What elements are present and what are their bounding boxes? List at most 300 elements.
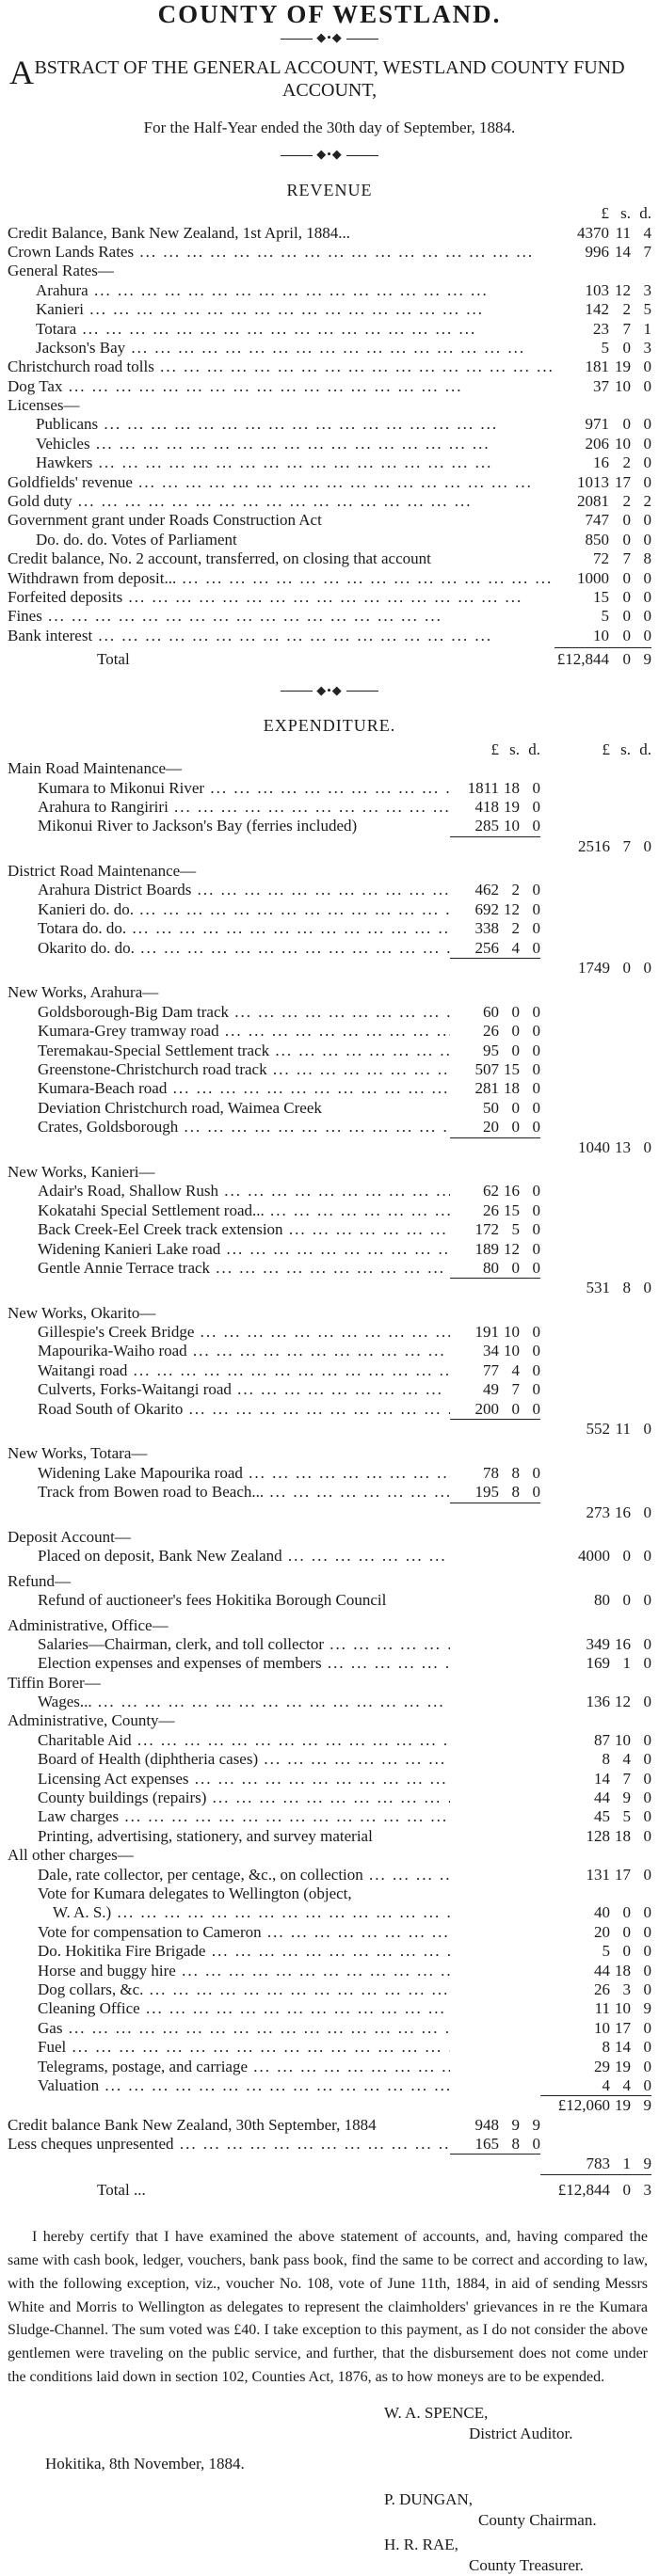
sub-shillings xyxy=(499,1444,520,1463)
revenue-pounds: 23 xyxy=(593,319,609,338)
revenue-title: REVENUE xyxy=(286,180,373,199)
revenue-pence: 0 xyxy=(643,607,651,626)
sub-pounds xyxy=(450,1846,499,1865)
expenditure-row-label: Mikonui River to Jackson's Bay (ferries included) xyxy=(38,817,358,835)
revenue-shillings: 10 xyxy=(615,376,631,395)
expenditure-row-label: Kumara to Mikonui River ... . xyxy=(8,779,450,798)
sub-pounds xyxy=(450,1789,499,1807)
total-pence: 0 xyxy=(643,1980,651,1998)
total-shillings xyxy=(610,1182,631,1201)
total-pence: 0 xyxy=(643,1942,651,1961)
sub-pence xyxy=(520,1635,540,1654)
total-pounds xyxy=(540,798,610,817)
sub-shillings xyxy=(499,2038,520,2057)
revenue-pounds: 5 xyxy=(601,338,609,357)
expenditure-row-label: Greenstone-Christchurch road track ... . xyxy=(8,1060,450,1079)
sub-pence xyxy=(520,1279,540,1297)
revenue-row-label: Bank interest ... . xyxy=(8,627,555,645)
total-pounds: 169 xyxy=(586,1654,610,1673)
total-shillings xyxy=(610,862,631,881)
sub-pounds xyxy=(450,1528,499,1547)
total-pounds: 10 xyxy=(594,2018,610,2037)
revenue-pounds: 10 xyxy=(593,626,609,644)
sub-pounds xyxy=(450,1711,499,1730)
sub-shillings xyxy=(499,2076,520,2095)
total-shillings: 18 xyxy=(615,1961,631,1980)
ornament-divider: ◆•◆ xyxy=(8,30,651,45)
total-shillings xyxy=(610,1444,631,1463)
total-shillings xyxy=(610,1079,631,1098)
sub-pence: 0 xyxy=(532,1342,540,1360)
total-pence: 0 xyxy=(643,959,651,978)
total-pounds xyxy=(540,2116,610,2135)
expenditure-row-label: Charitable Aid ... . xyxy=(8,1731,450,1750)
sub-pence xyxy=(520,2038,540,2057)
total-pence xyxy=(631,1163,651,1182)
sub-pounds: 285 xyxy=(474,817,499,835)
total-pounds xyxy=(540,900,610,919)
total-shillings: 0 xyxy=(622,1903,631,1922)
total-pounds: £12,060 xyxy=(557,2096,610,2115)
sub-pounds: 165 xyxy=(474,2135,499,2154)
expenditure-total-pence: 3 xyxy=(643,2180,651,2199)
revenue-shillings: 7 xyxy=(622,319,631,338)
total-pence xyxy=(631,1616,651,1635)
currency-header-1: s. xyxy=(620,204,631,223)
total-pounds: 273 xyxy=(586,1503,610,1521)
sub-shillings xyxy=(499,983,520,1002)
sub-shillings xyxy=(499,1528,520,1547)
currency-header-1: s. xyxy=(509,739,520,758)
sub-shillings xyxy=(499,1731,520,1750)
total-pounds xyxy=(540,1003,610,1022)
sub-pounds xyxy=(450,837,499,856)
sub-shillings xyxy=(499,1674,520,1693)
expenditure-row-label: Gentle Annie Terrace track ... . xyxy=(8,1259,450,1278)
revenue-pounds: 5 xyxy=(601,607,609,626)
sub-shillings xyxy=(499,1980,520,1999)
sub-pounds: 50 xyxy=(483,1098,499,1117)
total-shillings xyxy=(610,1464,631,1483)
revenue-pounds: 103 xyxy=(585,280,609,299)
sub-pounds xyxy=(450,1693,499,1711)
sub-shillings xyxy=(499,1962,520,1980)
sub-pence xyxy=(520,1999,540,2018)
revenue-shillings: 2 xyxy=(622,492,631,511)
total-pounds xyxy=(540,1711,610,1730)
total-pence xyxy=(631,817,651,835)
revenue-pence: 0 xyxy=(643,511,651,530)
total-pounds: 26 xyxy=(594,1980,610,1998)
total-pence xyxy=(631,2116,651,2135)
sub-pence: 0 xyxy=(532,1041,540,1059)
expenditure-row-label: Okarito do. do. ... . xyxy=(8,939,450,958)
total-shillings: 16 xyxy=(615,1634,631,1653)
total-shillings: 0 xyxy=(622,1547,631,1566)
sub-pounds xyxy=(450,1547,499,1566)
sub-pence xyxy=(520,1616,540,1635)
total-pounds xyxy=(540,1572,610,1591)
total-pence xyxy=(631,862,651,881)
total-shillings: 0 xyxy=(622,959,631,978)
ornament-divider: ◆•◆ xyxy=(8,147,651,162)
sub-pence: 0 xyxy=(532,1323,540,1342)
sub-pence xyxy=(520,1866,540,1884)
revenue-shillings: 0 xyxy=(622,587,631,606)
sub-pence: 0 xyxy=(532,778,540,797)
sub-pence: 0 xyxy=(532,919,540,938)
total-pounds xyxy=(540,1342,610,1360)
revenue-shillings: 0 xyxy=(622,568,631,587)
expenditure-row-label: Law charges ... . xyxy=(8,1807,450,1826)
sub-pence xyxy=(520,1138,540,1157)
total-shillings xyxy=(610,798,631,817)
revenue-pence: 0 xyxy=(643,415,651,434)
sub-pence xyxy=(520,2019,540,2038)
chairman-title: County Chairman. xyxy=(478,2511,597,2530)
sub-pounds: 172 xyxy=(474,1220,499,1239)
revenue-row-label: Arahura ... . xyxy=(8,281,555,300)
total-shillings xyxy=(610,1674,631,1693)
sub-shillings: 18 xyxy=(504,778,520,797)
sub-pence xyxy=(520,1770,540,1789)
total-shillings xyxy=(610,1528,631,1547)
document-title: COUNTY OF WESTLAND. xyxy=(157,0,502,28)
total-pounds xyxy=(540,1884,610,1903)
sub-pounds xyxy=(450,1616,499,1635)
total-shillings xyxy=(610,1616,631,1635)
sub-shillings xyxy=(499,2181,520,2200)
expenditure-row-label: Kumara-Beach road ... . xyxy=(8,1079,450,1098)
total-pounds: 1749 xyxy=(578,959,610,978)
revenue-row-label: Goldfields' revenue ... . xyxy=(8,473,555,492)
revenue-pounds: 37 xyxy=(593,376,609,395)
expenditure-group-title: New Works, Okarito— xyxy=(8,1303,156,1322)
revenue-total-pounds: £12,844 xyxy=(556,650,609,669)
total-shillings: 11 xyxy=(615,1420,631,1439)
total-pounds xyxy=(540,1483,610,1502)
expenditure-row-label: Widening Lake Mapourika road ... . xyxy=(8,1464,450,1483)
total-shillings xyxy=(610,1884,631,1903)
revenue-pence: 1 xyxy=(643,319,651,338)
total-pounds xyxy=(540,817,610,835)
total-shillings xyxy=(610,1380,631,1399)
total-pence: 9 xyxy=(643,2096,651,2115)
sub-shillings: 8 xyxy=(511,2135,520,2154)
revenue-pence: 5 xyxy=(643,300,651,319)
revenue-row-label: Do. do. do. Votes of Parliament xyxy=(36,530,237,549)
expenditure-row-label: Culverts, Forks-Waitangi road ... . xyxy=(8,1380,450,1399)
total-shillings xyxy=(610,1163,631,1182)
expenditure-row-label: Do. Hokitika Fire Brigade ... . xyxy=(8,1942,450,1961)
sub-shillings: 10 xyxy=(504,1342,520,1360)
total-shillings xyxy=(610,1060,631,1079)
total-pounds xyxy=(540,1361,610,1380)
sub-pounds: 20 xyxy=(483,1118,499,1137)
total-shillings xyxy=(610,1022,631,1041)
sub-pounds xyxy=(450,2058,499,2076)
total-pence: 0 xyxy=(643,1137,651,1156)
sub-pounds: 948 xyxy=(474,2115,499,2134)
total-pounds xyxy=(540,1616,610,1635)
revenue-row-label: Crown Lands Rates ... . xyxy=(8,243,555,262)
expenditure-row-label: Crates, Goldsborough ... . xyxy=(8,1118,450,1137)
sub-pounds xyxy=(450,862,499,881)
revenue-pounds: 850 xyxy=(585,530,609,549)
revenue-shillings: 0 xyxy=(622,511,631,530)
auditor-certificate: I hereby certify that I have examined the above statement of accounts, and, having compared the same with cash book, ledger, vouchers, bank pass book, find the same to be correct and according to law, with the following exception, viz., voucher No. 108, vote of June 11th, 1884, in aid of sending Messrs White and Morris to Wellington as delegates to represent the claimholders' grievances in re the Kumara Sludge-Channel. The sum voted was £40. I take exception to this payment, as I do not consider the above gentlemen were traveling on the public service, and further, that the disbursement does not come under the conditions laid down in section 102, Counties Act, 1876, as to how moneys are to be expended. xyxy=(8,2229,648,2386)
total-shillings xyxy=(610,1118,631,1137)
total-pounds xyxy=(540,983,610,1002)
total-pounds xyxy=(540,1674,610,1693)
total-pence xyxy=(631,2135,651,2154)
total-shillings: 18 xyxy=(615,1826,631,1845)
total-pence xyxy=(631,1674,651,1693)
total-pence xyxy=(631,1182,651,1201)
total-shillings xyxy=(610,2135,631,2154)
total-pounds xyxy=(540,1079,610,1098)
expenditure-row-label: Fuel ... . xyxy=(8,2038,450,2057)
revenue-pence: 3 xyxy=(643,338,651,357)
sub-pence xyxy=(520,1789,540,1807)
group-total-spacer xyxy=(8,837,450,856)
sub-shillings: 4 xyxy=(511,1360,520,1379)
total-shillings: 7 xyxy=(622,1769,631,1788)
expenditure-group-title: Administrative, County— xyxy=(8,1711,175,1730)
sub-pence xyxy=(520,1962,540,1980)
total-pence: 0 xyxy=(643,1865,651,1884)
total-pence xyxy=(631,1711,651,1730)
sub-shillings: 0 xyxy=(511,1118,520,1137)
total-pounds xyxy=(540,1464,610,1483)
currency-header-4: s. xyxy=(620,739,631,758)
expenditure-title: EXPENDITURE. xyxy=(263,716,396,736)
sub-pounds: 26 xyxy=(483,1022,499,1041)
total-shillings: 4 xyxy=(622,1750,631,1769)
total-pence xyxy=(631,1220,651,1239)
total-pence xyxy=(631,983,651,1002)
sub-pounds xyxy=(450,983,499,1002)
sub-pence xyxy=(520,2058,540,2076)
total-pence: 0 xyxy=(643,1730,651,1749)
sub-shillings: 15 xyxy=(504,1059,520,1078)
revenue-shillings: 7 xyxy=(622,549,631,568)
period-subtitle: For the Half-Year ended the 30th day of September, 1884. xyxy=(143,118,516,136)
sub-pence xyxy=(520,1807,540,1826)
revenue-pence: 0 xyxy=(643,530,651,549)
revenue-pence: 0 xyxy=(643,434,651,453)
sub-shillings: 12 xyxy=(504,899,520,918)
revenue-total-label: Total xyxy=(97,650,130,669)
expenditure-row-label: Back Creek-Eel Creek track extension ... . xyxy=(8,1220,450,1239)
sub-pounds: 338 xyxy=(474,919,499,938)
expenditure-row-label: Waitangi road ... . xyxy=(8,1361,450,1380)
sub-shillings: 2 xyxy=(511,881,520,899)
total-pence: 0 xyxy=(643,2018,651,2037)
total-pence xyxy=(631,1361,651,1380)
expenditure-row-label: Widening Kanieri Lake road ... . xyxy=(8,1240,450,1259)
sub-pence: 0 xyxy=(532,1258,540,1277)
total-pence: 0 xyxy=(643,1591,651,1610)
sub-pence xyxy=(520,2076,540,2095)
total-pounds xyxy=(540,1304,610,1323)
treasurer-title: County Treasurer. xyxy=(469,2556,584,2575)
chairman-name: P. DUNGAN, xyxy=(384,2490,473,2509)
total-pence xyxy=(631,1079,651,1098)
total-pence: 9 xyxy=(643,2155,651,2173)
total-pence xyxy=(631,1304,651,1323)
expenditure-row-label: Printing, advertising, stationery, and survey material xyxy=(38,1826,373,1845)
total-pence xyxy=(631,759,651,778)
revenue-shillings: 17 xyxy=(615,472,631,491)
total-shillings xyxy=(610,1201,631,1220)
total-pounds xyxy=(540,1118,610,1137)
sub-pence: 0 xyxy=(532,1118,540,1137)
sub-shillings xyxy=(499,2058,520,2076)
sub-shillings xyxy=(499,1163,520,1182)
sub-pence: 0 xyxy=(532,881,540,899)
expenditure-table xyxy=(8,740,651,2201)
expenditure-group-title: District Road Maintenance— xyxy=(8,862,197,881)
sub-shillings: 10 xyxy=(504,817,520,835)
sub-shillings xyxy=(499,2155,520,2173)
sub-pounds xyxy=(450,1999,499,2018)
sub-pence: 9 xyxy=(532,2115,540,2134)
group-total-spacer xyxy=(8,1420,450,1439)
revenue-row-label: Hawkers ... . xyxy=(8,453,555,472)
sub-pence xyxy=(520,1304,540,1323)
revenue-pounds: 747 xyxy=(585,511,609,530)
revenue-pounds xyxy=(555,262,609,280)
sub-shillings xyxy=(499,1503,520,1522)
revenue-pounds: 15 xyxy=(593,587,609,606)
sub-shillings: 15 xyxy=(504,1201,520,1219)
sub-shillings: 9 xyxy=(511,2115,520,2134)
total-shillings xyxy=(610,1361,631,1380)
sub-shillings xyxy=(499,1789,520,1807)
expenditure-row-label: Valuation ... . xyxy=(8,2076,450,2095)
total-shillings xyxy=(610,1304,631,1323)
sub-pence xyxy=(520,1846,540,1865)
total-pounds xyxy=(540,1060,610,1079)
sub-pence: 0 xyxy=(532,1220,540,1239)
sub-shillings: 16 xyxy=(504,1182,520,1201)
sub-pence xyxy=(520,1731,540,1750)
sub-pounds xyxy=(450,759,499,778)
sub-pounds xyxy=(450,1163,499,1182)
sub-pounds xyxy=(450,1807,499,1826)
sub-pounds xyxy=(450,1420,499,1439)
expenditure-group-title: Administrative, Office— xyxy=(8,1615,169,1634)
sub-shillings: 0 xyxy=(511,1041,520,1059)
sub-shillings: 7 xyxy=(511,1380,520,1399)
revenue-row-label: Jackson's Bay ... . xyxy=(8,339,555,358)
revenue-pence: 0 xyxy=(643,472,651,491)
sub-pounds xyxy=(450,1635,499,1654)
sub-pence xyxy=(520,1163,540,1182)
revenue-pence: 3 xyxy=(643,280,651,299)
total-pence: 0 xyxy=(643,1903,651,1922)
expenditure-group-title: Deposit Account— xyxy=(8,1527,131,1546)
expenditure-row-label: Adair's Road, Shallow Rush ... . xyxy=(8,1182,450,1201)
sub-pounds xyxy=(450,2076,499,2095)
total-shillings xyxy=(610,1240,631,1259)
total-pence xyxy=(631,1464,651,1483)
total-shillings xyxy=(610,1483,631,1502)
total-pence: 0 xyxy=(643,1693,651,1711)
revenue-shillings: 0 xyxy=(622,530,631,549)
sub-pounds: 26 xyxy=(483,1201,499,1219)
sub-shillings xyxy=(499,1138,520,1157)
expenditure-row-label: Placed on deposit, Bank New Zealand ... . xyxy=(8,1547,450,1566)
credit-balance-label: Credit balance Bank New Zealand, 30th September, 1884 xyxy=(8,2115,377,2134)
sub-pence xyxy=(520,1654,540,1673)
sub-pounds xyxy=(450,1304,499,1323)
total-pounds xyxy=(540,1201,610,1220)
total-pence: 0 xyxy=(643,1789,651,1807)
total-pence xyxy=(631,1400,651,1419)
sub-shillings xyxy=(499,1547,520,1566)
sub-pence xyxy=(520,2096,540,2115)
revenue-shillings: 0 xyxy=(622,415,631,434)
total-pence xyxy=(631,881,651,899)
expenditure-row-label: Totara do. do. ... . xyxy=(8,919,450,938)
sub-pounds: 256 xyxy=(474,938,499,957)
ornament-divider: ◆•◆ xyxy=(8,683,651,698)
sub-pence xyxy=(520,1884,540,1903)
total-pounds xyxy=(540,1846,610,1865)
sub-shillings xyxy=(499,1923,520,1942)
total-pounds: 5 xyxy=(602,1942,610,1961)
revenue-pounds: 2081 xyxy=(577,492,609,511)
expenditure-group-title: New Works, Totara— xyxy=(8,1444,148,1463)
total-pence xyxy=(631,1380,651,1399)
revenue-shillings: 11 xyxy=(615,223,631,242)
treasurer-name: H. R. RAE, xyxy=(384,2536,458,2554)
sub-pence: 0 xyxy=(532,817,540,835)
expenditure-row-label: Vote for Kumara delegates to Wellington (object, xyxy=(38,1884,352,1902)
sub-pence: 0 xyxy=(532,1483,540,1502)
auditor-name: W. A. SPENCE, xyxy=(384,2403,489,2422)
sub-shillings: 5 xyxy=(511,1220,520,1239)
sub-shillings xyxy=(499,1304,520,1323)
sub-shillings: 2 xyxy=(511,919,520,938)
total-pounds xyxy=(540,1323,610,1342)
sub-pounds xyxy=(450,1503,499,1522)
total-shillings xyxy=(610,1220,631,1239)
total-pounds xyxy=(540,1163,610,1182)
revenue-shillings xyxy=(609,262,631,280)
total-pounds: 783 xyxy=(586,2155,610,2173)
sub-pence: 0 xyxy=(532,1360,540,1379)
revenue-shillings xyxy=(609,396,631,415)
total-shillings xyxy=(610,1259,631,1278)
total-pounds: 349 xyxy=(586,1634,610,1653)
total-shillings xyxy=(610,2116,631,2135)
revenue-row-label: Withdrawn from deposit... ... . xyxy=(8,569,555,588)
total-pence: 0 xyxy=(643,1826,651,1845)
sub-pounds xyxy=(450,1444,499,1463)
total-shillings: 13 xyxy=(615,1137,631,1156)
auditor-title: District Auditor. xyxy=(469,2424,573,2442)
sub-pence xyxy=(520,1674,540,1693)
expenditure-row-label: Telegrams, postage, and carriage ... . xyxy=(8,2058,450,2076)
revenue-pence: 0 xyxy=(643,358,651,376)
sub-pounds xyxy=(450,1674,499,1693)
sub-pence: 0 xyxy=(532,1059,540,1078)
sub-shillings xyxy=(499,1635,520,1654)
revenue-pence xyxy=(631,396,651,415)
